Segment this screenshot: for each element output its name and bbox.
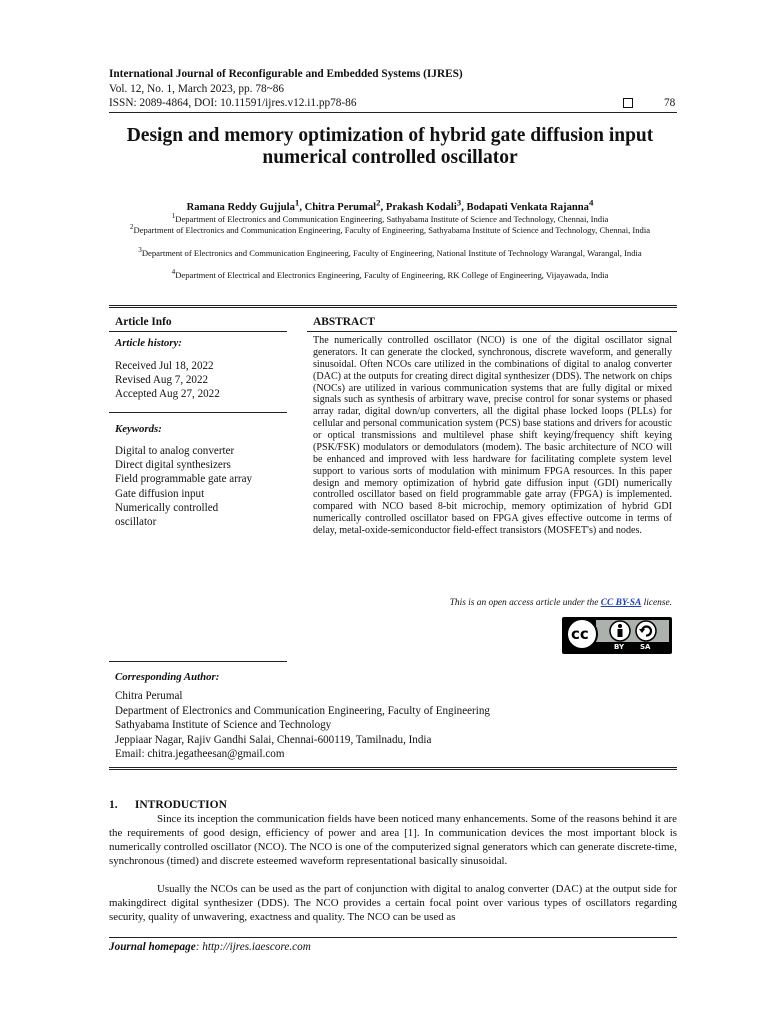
keyword: Field programmable gate array: [115, 473, 253, 486]
cc-label: cc: [571, 625, 589, 643]
journal-name: International Journal of Reconfigurable and Embedded Systems (IJRES): [109, 68, 463, 80]
keyword: Gate diffusion input: [115, 487, 205, 500]
by-label: BY: [614, 643, 625, 651]
corresponding-name: Chitra Perumal: [115, 690, 183, 702]
keyword: oscillator: [115, 516, 157, 529]
abstract-heading: ABSTRACT: [313, 316, 376, 328]
intro-heading: 1. INTRODUCTION: [109, 799, 227, 811]
accepted-date: Accepted Aug 27, 2022: [115, 388, 220, 401]
issn-doi: ISSN: 2089-4864, DOI: 10.11591/ijres.v12.i1.pp78-86: [109, 97, 357, 109]
affiliation: $^1$Department of Electronics and Communication Engineering, Sathyabama Institute of Science and Technology, Chennai, India: [171, 212, 609, 224]
intro-paragraph-1: Since its inception the communication fields have been noticed many enhancements. Some of the reasons behind it are the requirements of good design, efficiency of power and area [1]. In communication devices the most important block is numerically controlled oscillator (NCO). The NCO is one of the computerized signal generators which can generate discrete-time, synchronous (timed) and discrete esteemed waveform representational basically sinusoidal.: [109, 813, 677, 868]
keywords-heading: Keywords:: [115, 423, 162, 435]
info-rule: [109, 661, 287, 662]
affiliation: $^2$Department of Electronics and Communication Engineering, Faculty of Engineering, Sathyabama Institute of Science and Technology, Chennai, India: [129, 223, 651, 235]
corresponding-address: Jeppiaar Nagar, Rajiv Gandhi Salai, Chennai-600119, Tamilnadu, India: [115, 733, 432, 746]
section-double-rule: [109, 305, 677, 308]
sa-label: SA: [640, 643, 651, 651]
abstract-text: The numerically controlled oscillator (NCO) is one of the digital oscillator signal generators. It can generate the clocked, synchronous, discrete waveform, and generally sinusoidal. Often NCOs care utilized in the combinations of digital to analog converter (DAC) at the outputs for creating direct digital synthesizer (DDS). The network on chips (NOCs) are utilized in various communication systems that are fully digital or mixed signals such as synthesis of arbitrary wave, precise control for sonar systems or phased array radar, digital down/up converters, all the digital phase locked loops (PLLs) for cellular and personal communication system (PCS) base stations and drivers for acoustic or optical transmissions and multilevel phase shift keying/frequency shift keying (PSK/FSK) modulators or demodulators (modem). The basic architecture of NCO will be enhanced and improved with less hardware for facilitating complete system level support to various sorts of modulation with minimum FPGA resources. In this paper design and memory optimization of hybrid gate diffusion input (GDI) numerically controlled oscillator based on field programmable gate array (FPGA) is implemented. compared with NCO based 8-bit microchip, memory optimization of hybrid GDI numerically controlled oscillator based on FPGA gives effective outcome in terms of delay, metal-oxide-semiconductor field-effect transistors (MOSFET's) and nodes.: [313, 335, 672, 536]
corresponding-block: [115, 689, 490, 762]
keyword: Direct digital synthesizers: [115, 459, 231, 472]
square-icon: [623, 98, 633, 108]
keyword: Digital to analog converter: [115, 445, 235, 457]
keyword: Numerically controlled: [115, 501, 219, 514]
paper-title: [100, 125, 680, 169]
footer-rule: [109, 937, 677, 938]
info-rule: [109, 331, 287, 332]
title-line-1: Design and memory optimization of hybrid gate diffusion input: [126, 125, 654, 146]
corresponding-email[interactable]: Email: chitra.jegatheesan@gmail.com: [115, 748, 285, 761]
intro-paragraph-2: Usually the NCOs can be used as the part of conjunction with digital to analog converter (DAC) at the output side for makingdirect digital synthesizer (DDS). The NCO provides a certain focal point over various types of oscillators regarding security, quality of unwavering, exactness and quality. The NCO can be used as: [109, 883, 677, 924]
affiliation: $^4$Department of Electrical and Electronics Engineering, Faculty of Engineering, RK College of Engineering, Vijayawada, India: [171, 268, 609, 280]
journal-homepage: Journal homepage: http://ijres.iaescore.com: [109, 941, 311, 953]
abstract-rule: [307, 331, 677, 332]
info-rule: [109, 412, 287, 413]
corresponding-heading: Corresponding Author:: [115, 671, 220, 683]
license-line: This is an open access article under the CC BY-SA license.: [449, 598, 672, 608]
section-double-rule: [109, 767, 677, 770]
keyword-list: [115, 444, 252, 529]
author: Prakash Kodali$^3$,: [385, 197, 467, 213]
author: Bodapati Venkata Rajanna$^4$: [466, 197, 594, 213]
author: Ramana Reddy Gujjula$^1$,: [186, 197, 305, 213]
revised-date: Revised Aug 7, 2022: [115, 374, 209, 387]
homepage-link[interactable]: : http://ijres.iaescore.com: [195, 941, 311, 953]
article-dates: [115, 359, 220, 402]
article-info-heading: Article Info: [115, 316, 172, 328]
author: Chitra Perumal$^2$,: [304, 197, 386, 213]
page-number: 78: [664, 97, 676, 109]
corresponding-institution: Sathyabama Institute of Science and Technology: [115, 719, 332, 732]
history-heading: Article history:: [115, 337, 182, 349]
cc-by-sa-link[interactable]: CC BY-SA: [600, 598, 642, 608]
received-date: Received Jul 18, 2022: [115, 360, 214, 372]
cc-license-badge[interactable]: [562, 617, 672, 654]
corresponding-dept: Department of Electronics and Communication Engineering, Faculty of Engineering: [115, 704, 490, 717]
affiliation: $^3$Department of Electronics and Communication Engineering, Faculty of Engineering, National Institute of Technology Warangal, Warangal, India: [138, 246, 642, 258]
header-rule: [109, 112, 677, 113]
volume-info: Vol. 12, No. 1, March 2023, pp. 78~86: [109, 83, 285, 95]
title-line-2: numerical controlled oscillator: [262, 147, 518, 168]
